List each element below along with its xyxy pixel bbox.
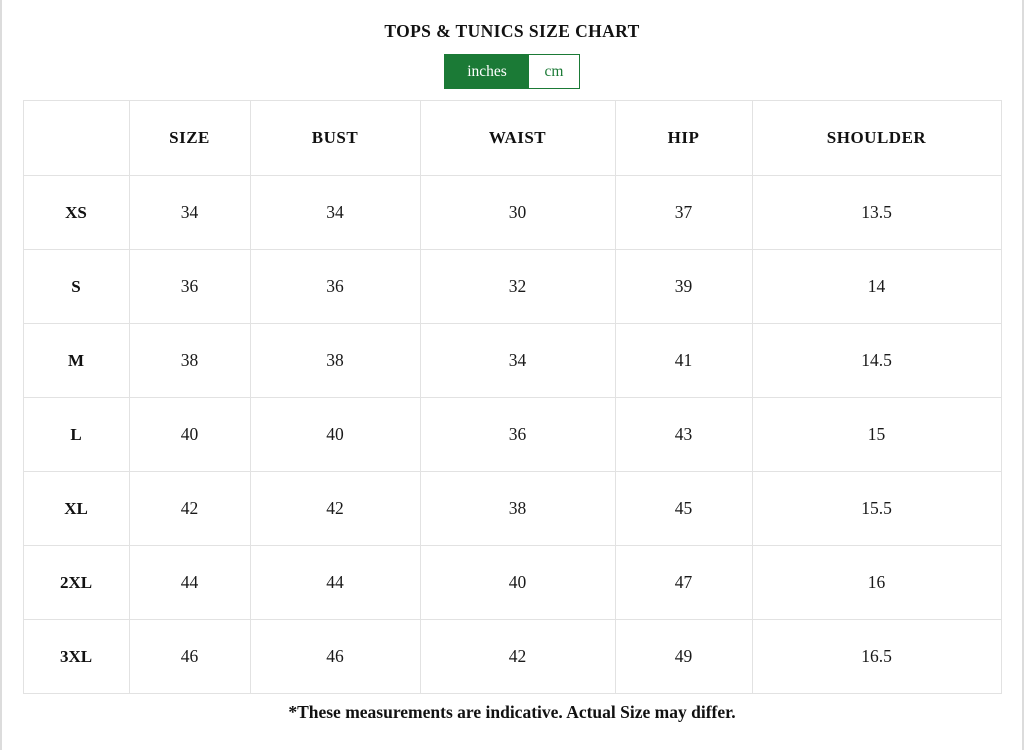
size-cell: 34 bbox=[129, 176, 250, 250]
table-row-m bbox=[23, 324, 1001, 398]
hip-cell: 39 bbox=[615, 250, 752, 324]
waist-cell: 34 bbox=[420, 324, 615, 398]
bust-cell: 46 bbox=[250, 620, 420, 694]
size-cell: 40 bbox=[129, 398, 250, 472]
waist-cell: 32 bbox=[420, 250, 615, 324]
shoulder-cell: 13.5 bbox=[752, 176, 1001, 250]
size-chart-table bbox=[23, 100, 1002, 694]
header-bust: BUST bbox=[250, 101, 420, 176]
header-shoulder: SHOULDER bbox=[752, 101, 1001, 176]
bust-cell: 40 bbox=[250, 398, 420, 472]
size-cell: 42 bbox=[129, 472, 250, 546]
row-label: S bbox=[23, 250, 129, 324]
shoulder-cell: 15.5 bbox=[752, 472, 1001, 546]
shoulder-cell: 16 bbox=[752, 546, 1001, 620]
table-row-xs bbox=[23, 176, 1001, 250]
shoulder-cell: 16.5 bbox=[752, 620, 1001, 694]
cm-toggle-button[interactable]: cm bbox=[529, 55, 579, 88]
table-row-s bbox=[23, 250, 1001, 324]
size-cell: 38 bbox=[129, 324, 250, 398]
size-cell: 36 bbox=[129, 250, 250, 324]
bust-cell: 38 bbox=[250, 324, 420, 398]
table-header-row bbox=[23, 101, 1001, 176]
table-row-xl bbox=[23, 472, 1001, 546]
header-waist: WAIST bbox=[420, 101, 615, 176]
waist-cell: 38 bbox=[420, 472, 615, 546]
row-label: XL bbox=[23, 472, 129, 546]
hip-cell: 45 bbox=[615, 472, 752, 546]
row-label: M bbox=[23, 324, 129, 398]
row-label: L bbox=[23, 398, 129, 472]
bust-cell: 34 bbox=[250, 176, 420, 250]
shoulder-cell: 14.5 bbox=[752, 324, 1001, 398]
hip-cell: 43 bbox=[615, 398, 752, 472]
waist-cell: 36 bbox=[420, 398, 615, 472]
table-row-2xl bbox=[23, 546, 1001, 620]
inches-toggle-button[interactable]: inches bbox=[445, 55, 529, 88]
hip-cell: 49 bbox=[615, 620, 752, 694]
bust-cell: 44 bbox=[250, 546, 420, 620]
row-label: 2XL bbox=[23, 546, 129, 620]
header-empty bbox=[23, 101, 129, 176]
hip-cell: 47 bbox=[615, 546, 752, 620]
bust-cell: 42 bbox=[250, 472, 420, 546]
waist-cell: 30 bbox=[420, 176, 615, 250]
hip-cell: 37 bbox=[615, 176, 752, 250]
size-cell: 44 bbox=[129, 546, 250, 620]
shoulder-cell: 15 bbox=[752, 398, 1001, 472]
row-label: 3XL bbox=[23, 620, 129, 694]
table-row-3xl bbox=[23, 620, 1001, 694]
table-row-l bbox=[23, 398, 1001, 472]
hip-cell: 41 bbox=[615, 324, 752, 398]
waist-cell: 42 bbox=[420, 620, 615, 694]
shoulder-cell: 14 bbox=[752, 250, 1001, 324]
page-title: TOPS & TUNICS SIZE CHART bbox=[384, 21, 640, 41]
header-hip: HIP bbox=[615, 101, 752, 176]
row-label: XS bbox=[23, 176, 129, 250]
unit-toggle-container bbox=[2, 54, 1022, 89]
bust-cell: 36 bbox=[250, 250, 420, 324]
measurements-footnote: *These measurements are indicative. Actual Size may differ. bbox=[288, 702, 736, 722]
waist-cell: 40 bbox=[420, 546, 615, 620]
unit-toggle bbox=[444, 54, 580, 89]
size-cell: 46 bbox=[129, 620, 250, 694]
header-size: SIZE bbox=[129, 101, 250, 176]
